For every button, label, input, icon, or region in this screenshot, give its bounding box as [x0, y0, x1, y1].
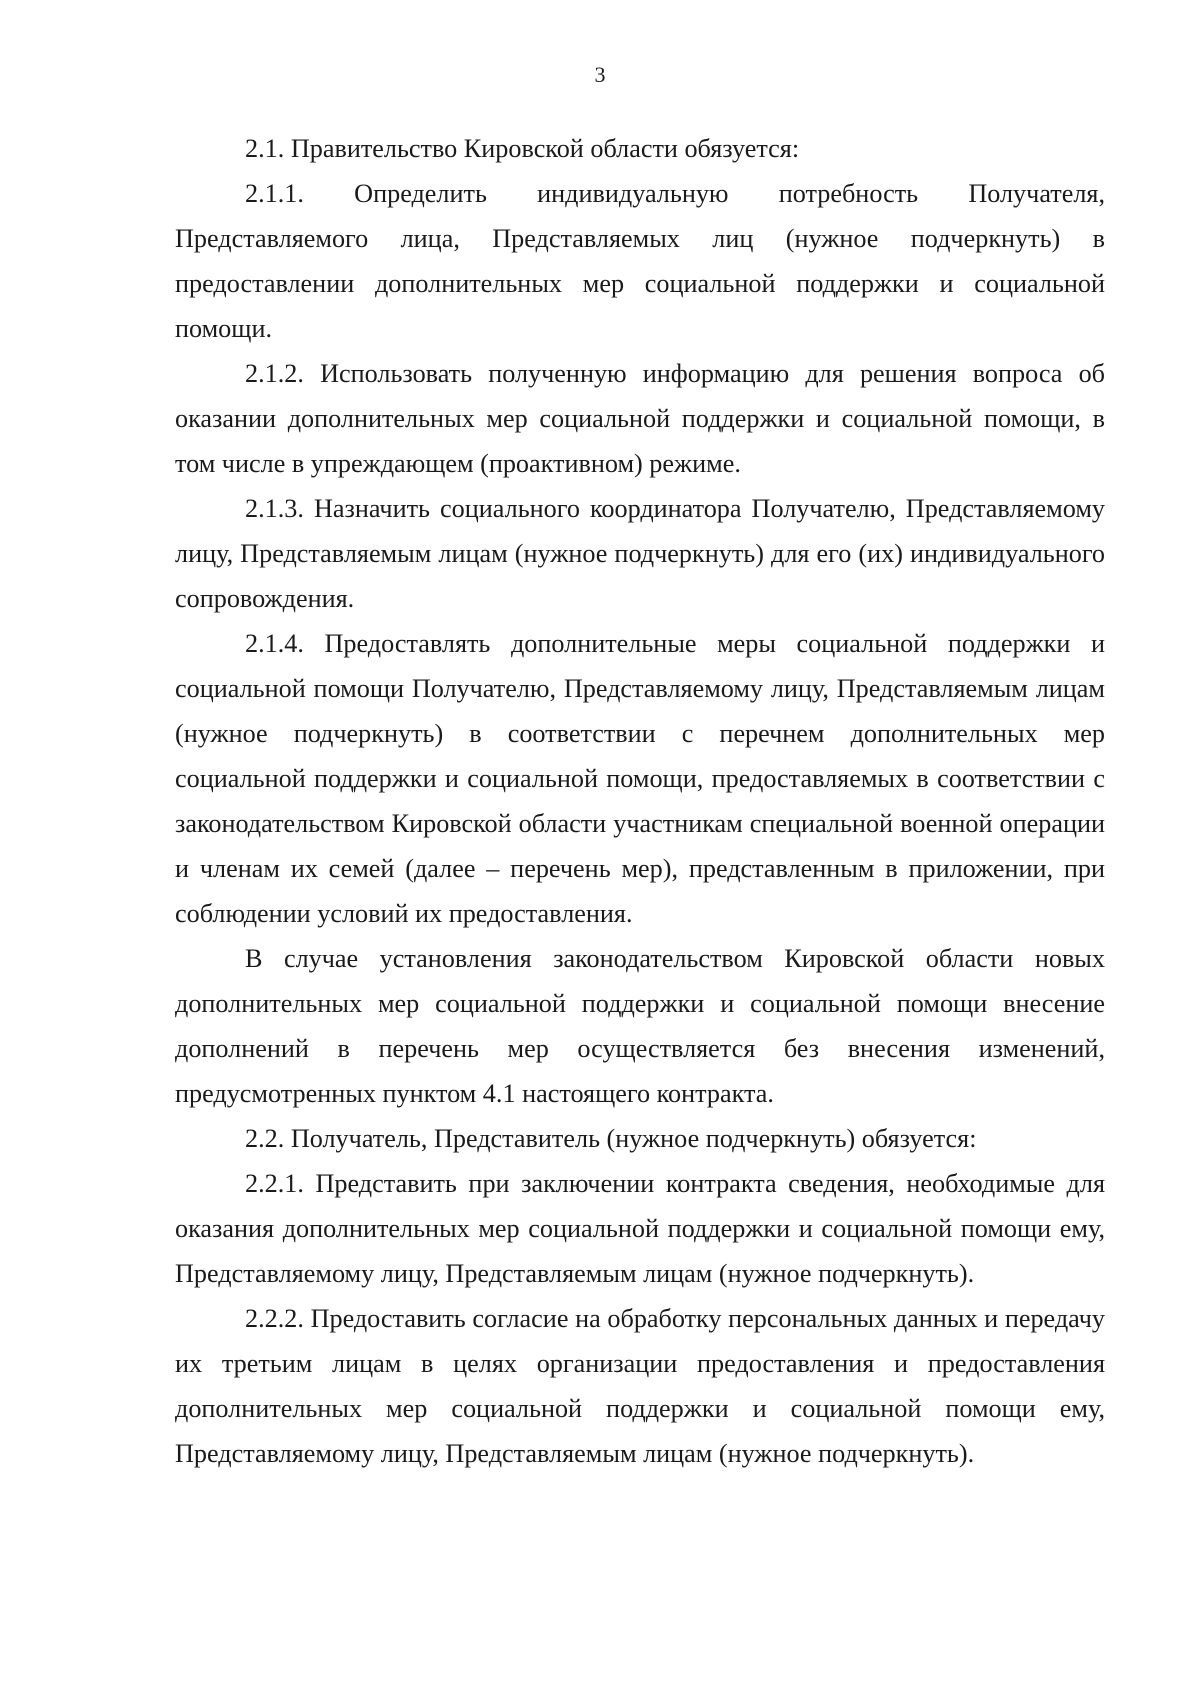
paragraph-2-2-2: 2.2.2. Предоставить согласие на обработку персональных данных и передачу их третьим лицам в целях организации предоставления и предоставления дополнительных мер социальной поддержки и социальной помощи ему, Представляемому лицу, Представляемым лицам (нужное подчеркнуть). [175, 1304, 1105, 1468]
paragraph-2-1-1: 2.1.1. Определить индивидуальную потребность Получателя, Представляемого лица, Представляемых лиц (нужное подчеркнуть) в предоставлении дополнительных мер социальной поддержки и социальной помощи. [175, 179, 1105, 343]
paragraph-2-1-4: 2.1.4. Предоставлять дополнительные меры социальной поддержки и социальной помощи Получателю, Представляемому лицу, Представляемым лицам (нужное подчеркнуть) в соответствии с перечнем дополнительных мер социальной поддержки и социальной помощи, предоставляемых в соответствии с законодательством Кировской области участникам специальной военной операции и членам их семей (далее – перечень мер), представленным в приложении, при соблюдении условий их предоставления. [175, 629, 1105, 928]
paragraph-2-2-1: 2.2.1. Представить при заключении контракта сведения, необходимые для оказания дополнительных мер социальной поддержки и социальной помощи ему, Представляемому лицу, Представляемым лицам (нужное подчеркнуть). [175, 1169, 1105, 1288]
paragraph-new-measures: В случае установления законодательством Кировской области новых дополнительных мер социальной поддержки и социальной помощи внесение дополнений в перечень мер осуществляется без внесения изменений, предусмотренных пунктом 4.1 настоящего контракта. [175, 944, 1105, 1108]
paragraph-2-1-3: 2.1.3. Назначить социального координатора Получателю, Представляемому лицу, Представляемым лицам (нужное подчеркнуть) для его (их) индивидуального сопровождения. [175, 494, 1105, 613]
paragraph-2-1: 2.1. Правительство Кировской области обязуется: [245, 134, 800, 163]
paragraph-2-1-2: 2.1.2. Использовать полученную информацию для решения вопроса об оказании дополнительных мер социальной поддержки и социальной помощи, в том числе в упреждающем (проактивном) режиме. [175, 359, 1105, 478]
page-number: 3 [594, 62, 606, 87]
document-body [175, 126, 1105, 1476]
paragraph-2-2: 2.2. Получатель, Представитель (нужное подчеркнуть) обязуется: [245, 1124, 977, 1153]
